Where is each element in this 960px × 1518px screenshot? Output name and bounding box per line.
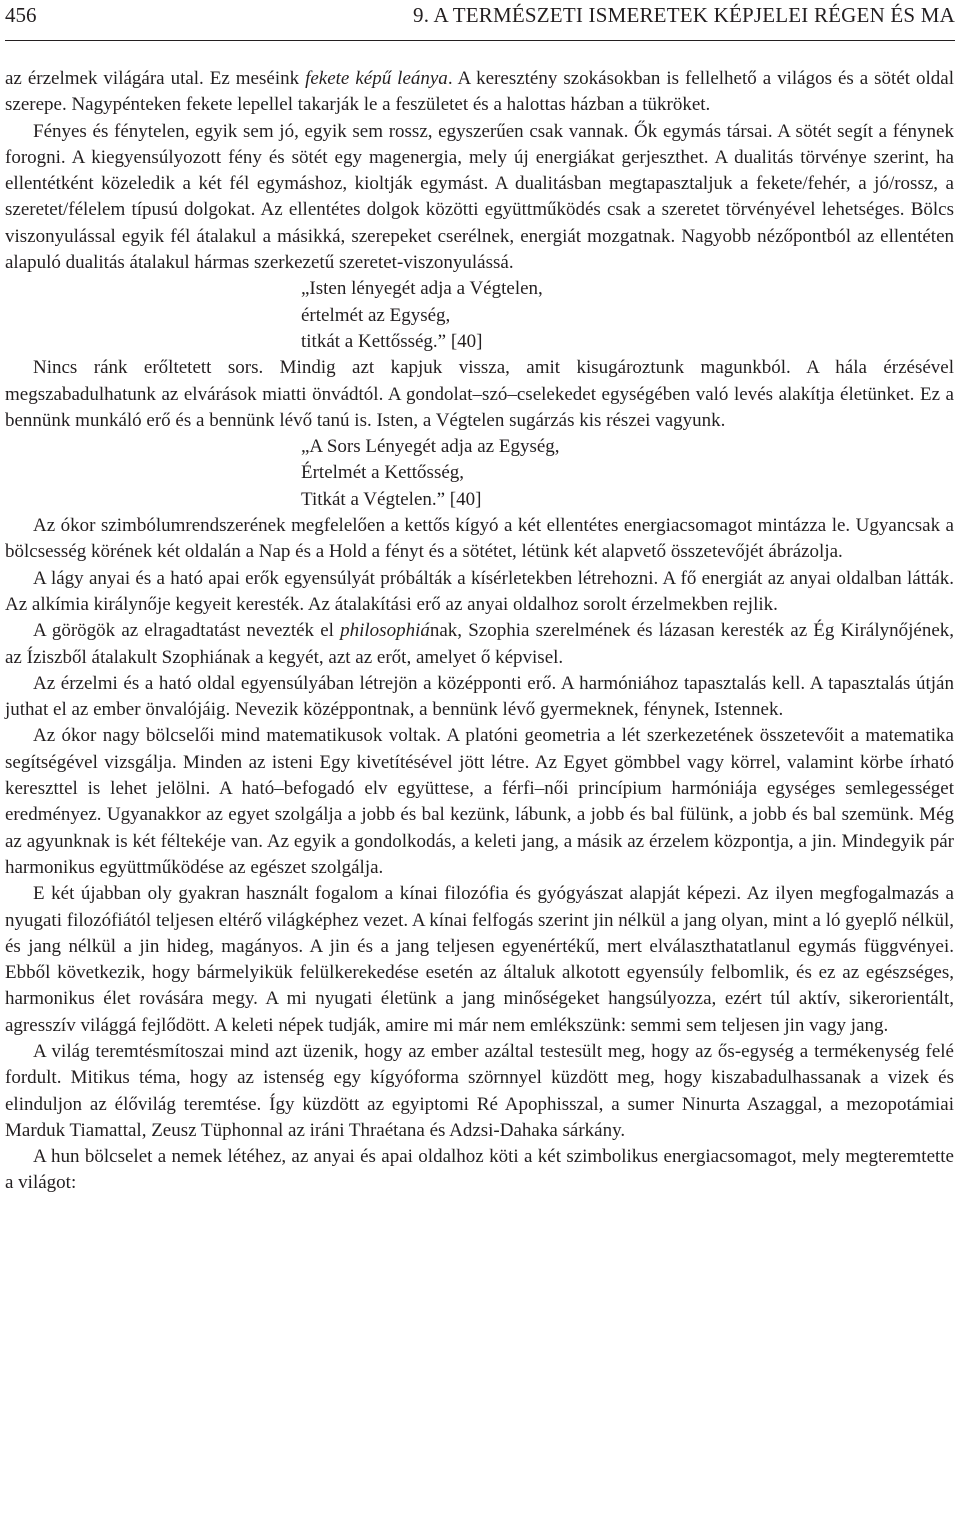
paragraph: Az ókor nagy bölcselői mind matematikusok voltak. A platóni geometria a lét szerkezetének összetevőit a matematika segítségével vizsgálja. Minden az isteni Egy kivetítésével jött létre. Az Egyet gömbbel vagy körrel, valamint körbe írható kereszttel is lehet jelölni. A ható–befogadó elv együttese, a férfi–női princípium harmóniája egységes semlegességet eredményez. Ugyanakkor az egyet szolgálja a jobb és bal kezünk, lábunk, a jobb és bal fülünk, a jobb és bal szemünk. Még az agyunknak is két féltekéje van. Az egyik a gondolkodás, a keleti jang, a másik az érzelem központja, a jin. Mindegyik pár harmonikus együttműködése az egészet szolgálja. (5, 725, 954, 878)
emphasis-text: fekete képű leánya (305, 68, 448, 89)
paragraph: A lágy anyai és a ható apai erők egyensúlyát próbálták a kísérletekben létrehozni. A fő energiát az anyai oldalban látták. Az alkímia királynője kegyeit keresték. Az átalakítási erő az anyai oldalhoz sorolt érzelmekben rejlik. (5, 567, 954, 615)
page-header (5, 0, 955, 41)
paragraph: A görögök az elragadtatást nevezték el philosophiának, Szophia szerelmének és lázasan keresték az Ég Királynőjének, az Íziszből átalakult Szophiának a kegyét, azt az erőt, amelyet ő képvisel. (5, 620, 955, 668)
quote-block (5, 434, 954, 513)
quote-line: Értelmét a Kettősség, (301, 462, 465, 484)
quote-line: értelmét az Egység, (301, 304, 451, 326)
paragraph: A világ teremtésmítoszai mind azt üzenik, hogy az ember azáltal testesült meg, hogy az ős-egység a termékenység felé fordult. Mitikus téma, hogy az istenség egy kígyóforma szörnnyel küzdött meg, hogy kiszabadulhassanak a vizek és elinduljon az élővilág teremtése. Így küzdött az egyiptomi Ré Apophisszal, a sumer Ninurta Aszaggal, a mezopotámiai Marduk Tiamattal, Zeusz Tüphonnal az iráni Thraétana és Adzsi-Dahaka sárkány. (5, 1040, 954, 1141)
quote-line: Titkát a Végtelen.” [40] (301, 488, 482, 510)
paragraph: az érzelmek világára utal. Ez meséink fekete képű leánya. A keresztény szokásokban is fellelhető a világos és a sötét oldal szerepe. Nagypénteken fekete lepellel takarják le a feszületet és a halottas házban a tükröket. (5, 68, 955, 116)
paragraph: E két újabban oly gyakran használt fogalom a kínai filozófia és gyógyászat alapját képezi. Az ilyen megfogalmazás a nyugati filozófiától teljesen eltérő világképhez vezet. A kínai felfogás szerint jin nélkül a jang olyan, mint a ló gyeplő nélkül, és jang nélkül a jin hideg, magányos. A jin és a jang teljesen egyenértékű, mert elválaszthatatlanul egymás függvényei. Ebből következik, hogy bármelyikük felülkerekedése esetén az általuk alkotott egyensúly felbomlik, és ez az egészséges, harmonikus élet rovására megy. A mi nyugati életünk a jang minőségeket hangsúlyozza, ezért túl aktív, sikerorientált, agresszív világgá fejlődött. A keleti népek tudják, amire mi már nem emlékszünk: semmi sem teljesen jin vagy jang. (5, 883, 954, 1036)
body-text (5, 66, 954, 1197)
quote-line: „A Sors Lényegét adja az Egység, (301, 436, 560, 458)
quote-line: „Isten lényegét adja a Végtelen, (301, 278, 543, 300)
paragraph: Az ókor szimbólumrendszerének megfelelően a kettős kígyó a két ellentétes energiacsomagot mintázza le. Ugyancsak a bölcsesség körének két oldalán a Nap és a Hold a fényt és a sötétet, létünk két alapvető összetevőjét ábrázolja. (5, 515, 954, 563)
emphasis-text: philosophiá (340, 620, 430, 642)
page-number: 456 (5, 3, 37, 27)
running-title: 9. A TERMÉSZETI ISMERETEK KÉPJELEI RÉGEN ÉS MA (413, 3, 955, 27)
quote-line: titkát a Kettősség.” [40] (301, 330, 483, 352)
paragraph: Nincs ránk erőltetett sors. Mindig azt kapjuk vissza, amit kisugároztunk magunkból. A hála érzésével megszabadulhatunk az elvárások miatti önvádtól. A gondolat–szó–cselekedet egységében való levés alakítja életünket. Ez a bennünk munkáló erő és a bennünk lévő tanú is. Isten, a Végtelen sugárzás kis részei vagyunk. (5, 357, 954, 431)
paragraph: Fényes és fénytelen, egyik sem jó, egyik sem rossz, egyszerűen csak vannak. Ők egymás társai. A sötét segít a fénynek forogni. A kiegyensúlyozott fény és sötét egy magenergia, mely új energiákat gerjeszthet. A dualitás törvénye szerint, ha ellentétként közeledik a két fél egymáshoz, kioltják egymást. A dualitásban megtapasztaljuk a fekete/fehér, a jó/rossz, a szeretet/félelem típusú dolgokat. Az ellentétes dolgok közötti együttműködés csak a szeretet törvényével lehetséges. Bölcs viszonyulással egyik fél átalakul a másikká, szerepeket cserélnek, energiát mozgatnak. Nagyobb nézőpontból az ellentéten alapuló dualitás átalakul hármas szerkezetű szeretet-viszonyulássá. (5, 120, 954, 274)
quote-block (5, 276, 954, 355)
paragraph: Az érzelmi és a ható oldal egyensúlyában létrejön a középponti erő. A harmóniához tapasztalás kell. A tapasztalás útján juthat el az ember önvalójáig. Nevezik középpontnak, a bennünk lévő gyermeknek, fénynek, Istennek. (5, 672, 954, 721)
paragraph: A hun bölcselet a nemek létéhez, az anyai és apai oldalhoz köti a két szimbolikus energiacsomagot, mely megteremtette a világot: (5, 1146, 954, 1194)
